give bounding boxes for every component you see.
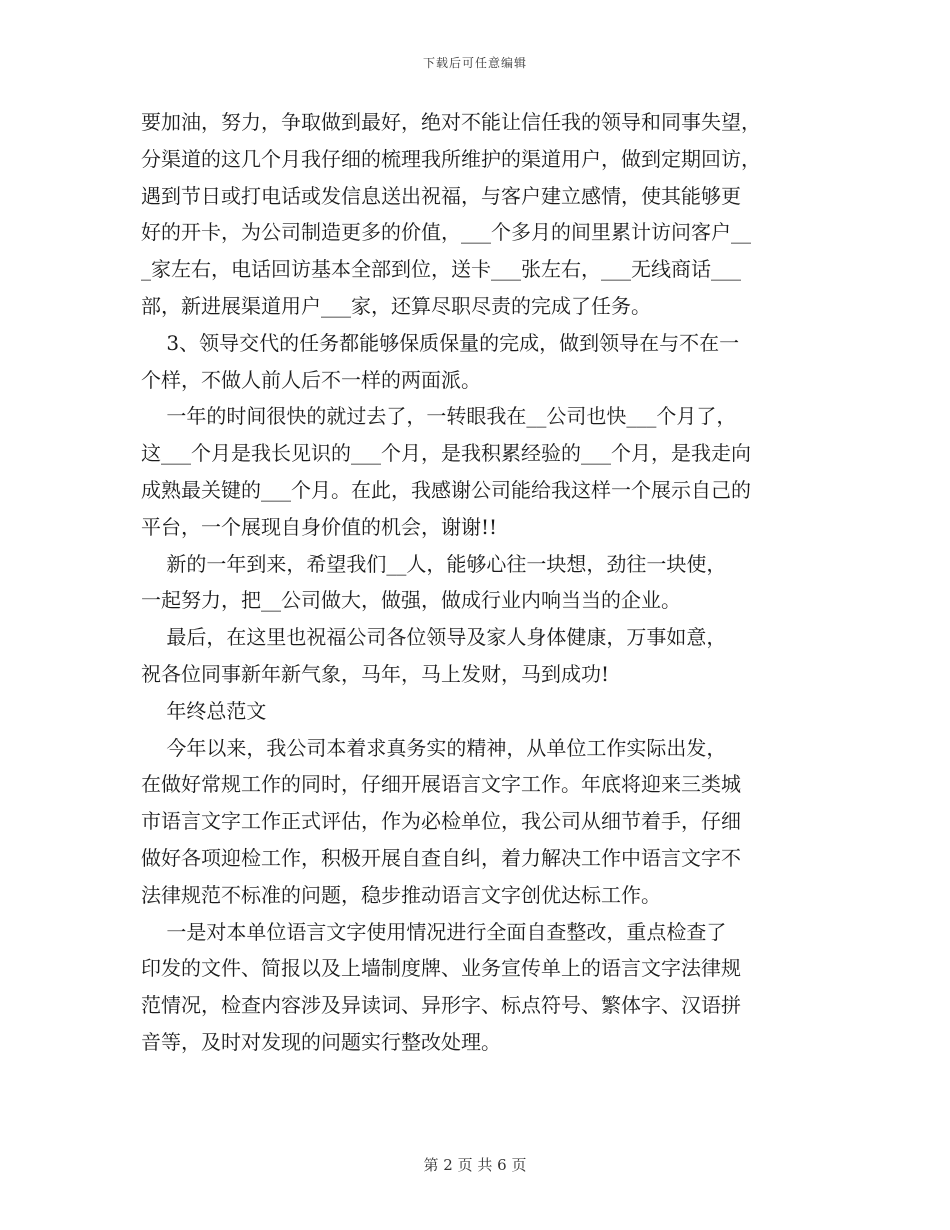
text-line: 最后，在这里也祝福公司各位领导及家人身体健康，万事如意，	[141, 625, 727, 650]
text-line: 法律规范不标准的问题，稳步推动语言文字创优达标工作。	[141, 882, 661, 907]
text-line: 印发的文件、简报以及上墙制度牌、业务宣传单上的语言文字法律规	[141, 956, 741, 981]
text-line: 分渠道的这几个月我仔细的梳理我所维护的渠道用户，做到定期回访，	[141, 146, 761, 171]
text-line: 好的开卡，为公司制造更多的价值，___个多月的间里累计访问客户__	[141, 220, 751, 245]
text-line: 成熟最关键的___个月。在此，我感谢公司能给我这样一个展示自己的	[141, 477, 751, 502]
text-line: 祝各位同事新年新气象，马年，马上发财，马到成功!	[141, 661, 610, 686]
text-line: 一是对本单位语言文字使用情况进行全面自查整改，重点检查了	[141, 919, 727, 944]
text-line: 今年以来，我公司本着求真务实的精神，从单位工作实际出发，	[141, 735, 727, 760]
text-line: 部，新进展渠道用户___家，还算尽职尽责的完成了任务。	[141, 293, 651, 318]
text-line: 做好各项迎检工作，积极开展自查自纠，着力解决工作中语言文字不	[141, 845, 741, 870]
text-line: _家左右，电话回访基本全部到位，送卡___张左右，___无线商话___	[141, 257, 741, 282]
text-line: 3、领导交代的任务都能够保质保量的完成，做到领导在与不在一	[141, 330, 740, 355]
document-body	[141, 104, 811, 1061]
text-line: 这___个月是我长见识的___个月，是我积累经验的___个月，是我走向	[141, 441, 751, 466]
text-line: 市语言文字工作正式评估，作为必检单位，我公司从细节着手，仔细	[141, 809, 741, 834]
text-line: 遇到节日或打电话或发信息送出祝福，与客户建立感情，使其能够更	[141, 183, 741, 208]
text-line: 在做好常规工作的同时，仔细开展语言文字工作。年底将迎来三类城	[141, 772, 741, 797]
text-line: 个样，不做人前人后不一样的两面派。	[141, 367, 481, 392]
text-line: 平台，一个展现自身价值的机会，谢谢!!	[141, 514, 498, 539]
text-line: 一年的时间很快的就过去了，一转眼我在__公司也快___个月了，	[141, 404, 737, 429]
page-number-indicator: 第 2 页 共 6 页	[423, 1156, 527, 1174]
text-line: 要加油，努力，争取做到最好，绝对不能让信任我的领导和同事失望，	[141, 110, 761, 134]
text-line: 一起努力，把__公司做大，做强，做成行业内响当当的企业。	[141, 588, 681, 613]
text-line: 新的一年到来，希望我们__人，能够心往一块想，劲往一块使，	[141, 551, 727, 576]
text-line: 范情况，检查内容涉及异读词、异形字、标点符号、繁体字、汉语拼	[141, 993, 741, 1018]
text-line: 音等，及时对发现的问题实行整改处理。	[141, 1029, 501, 1054]
page-header-note: 下载后可任意编辑	[422, 56, 527, 70]
section-heading: 年终总范文	[141, 698, 267, 723]
